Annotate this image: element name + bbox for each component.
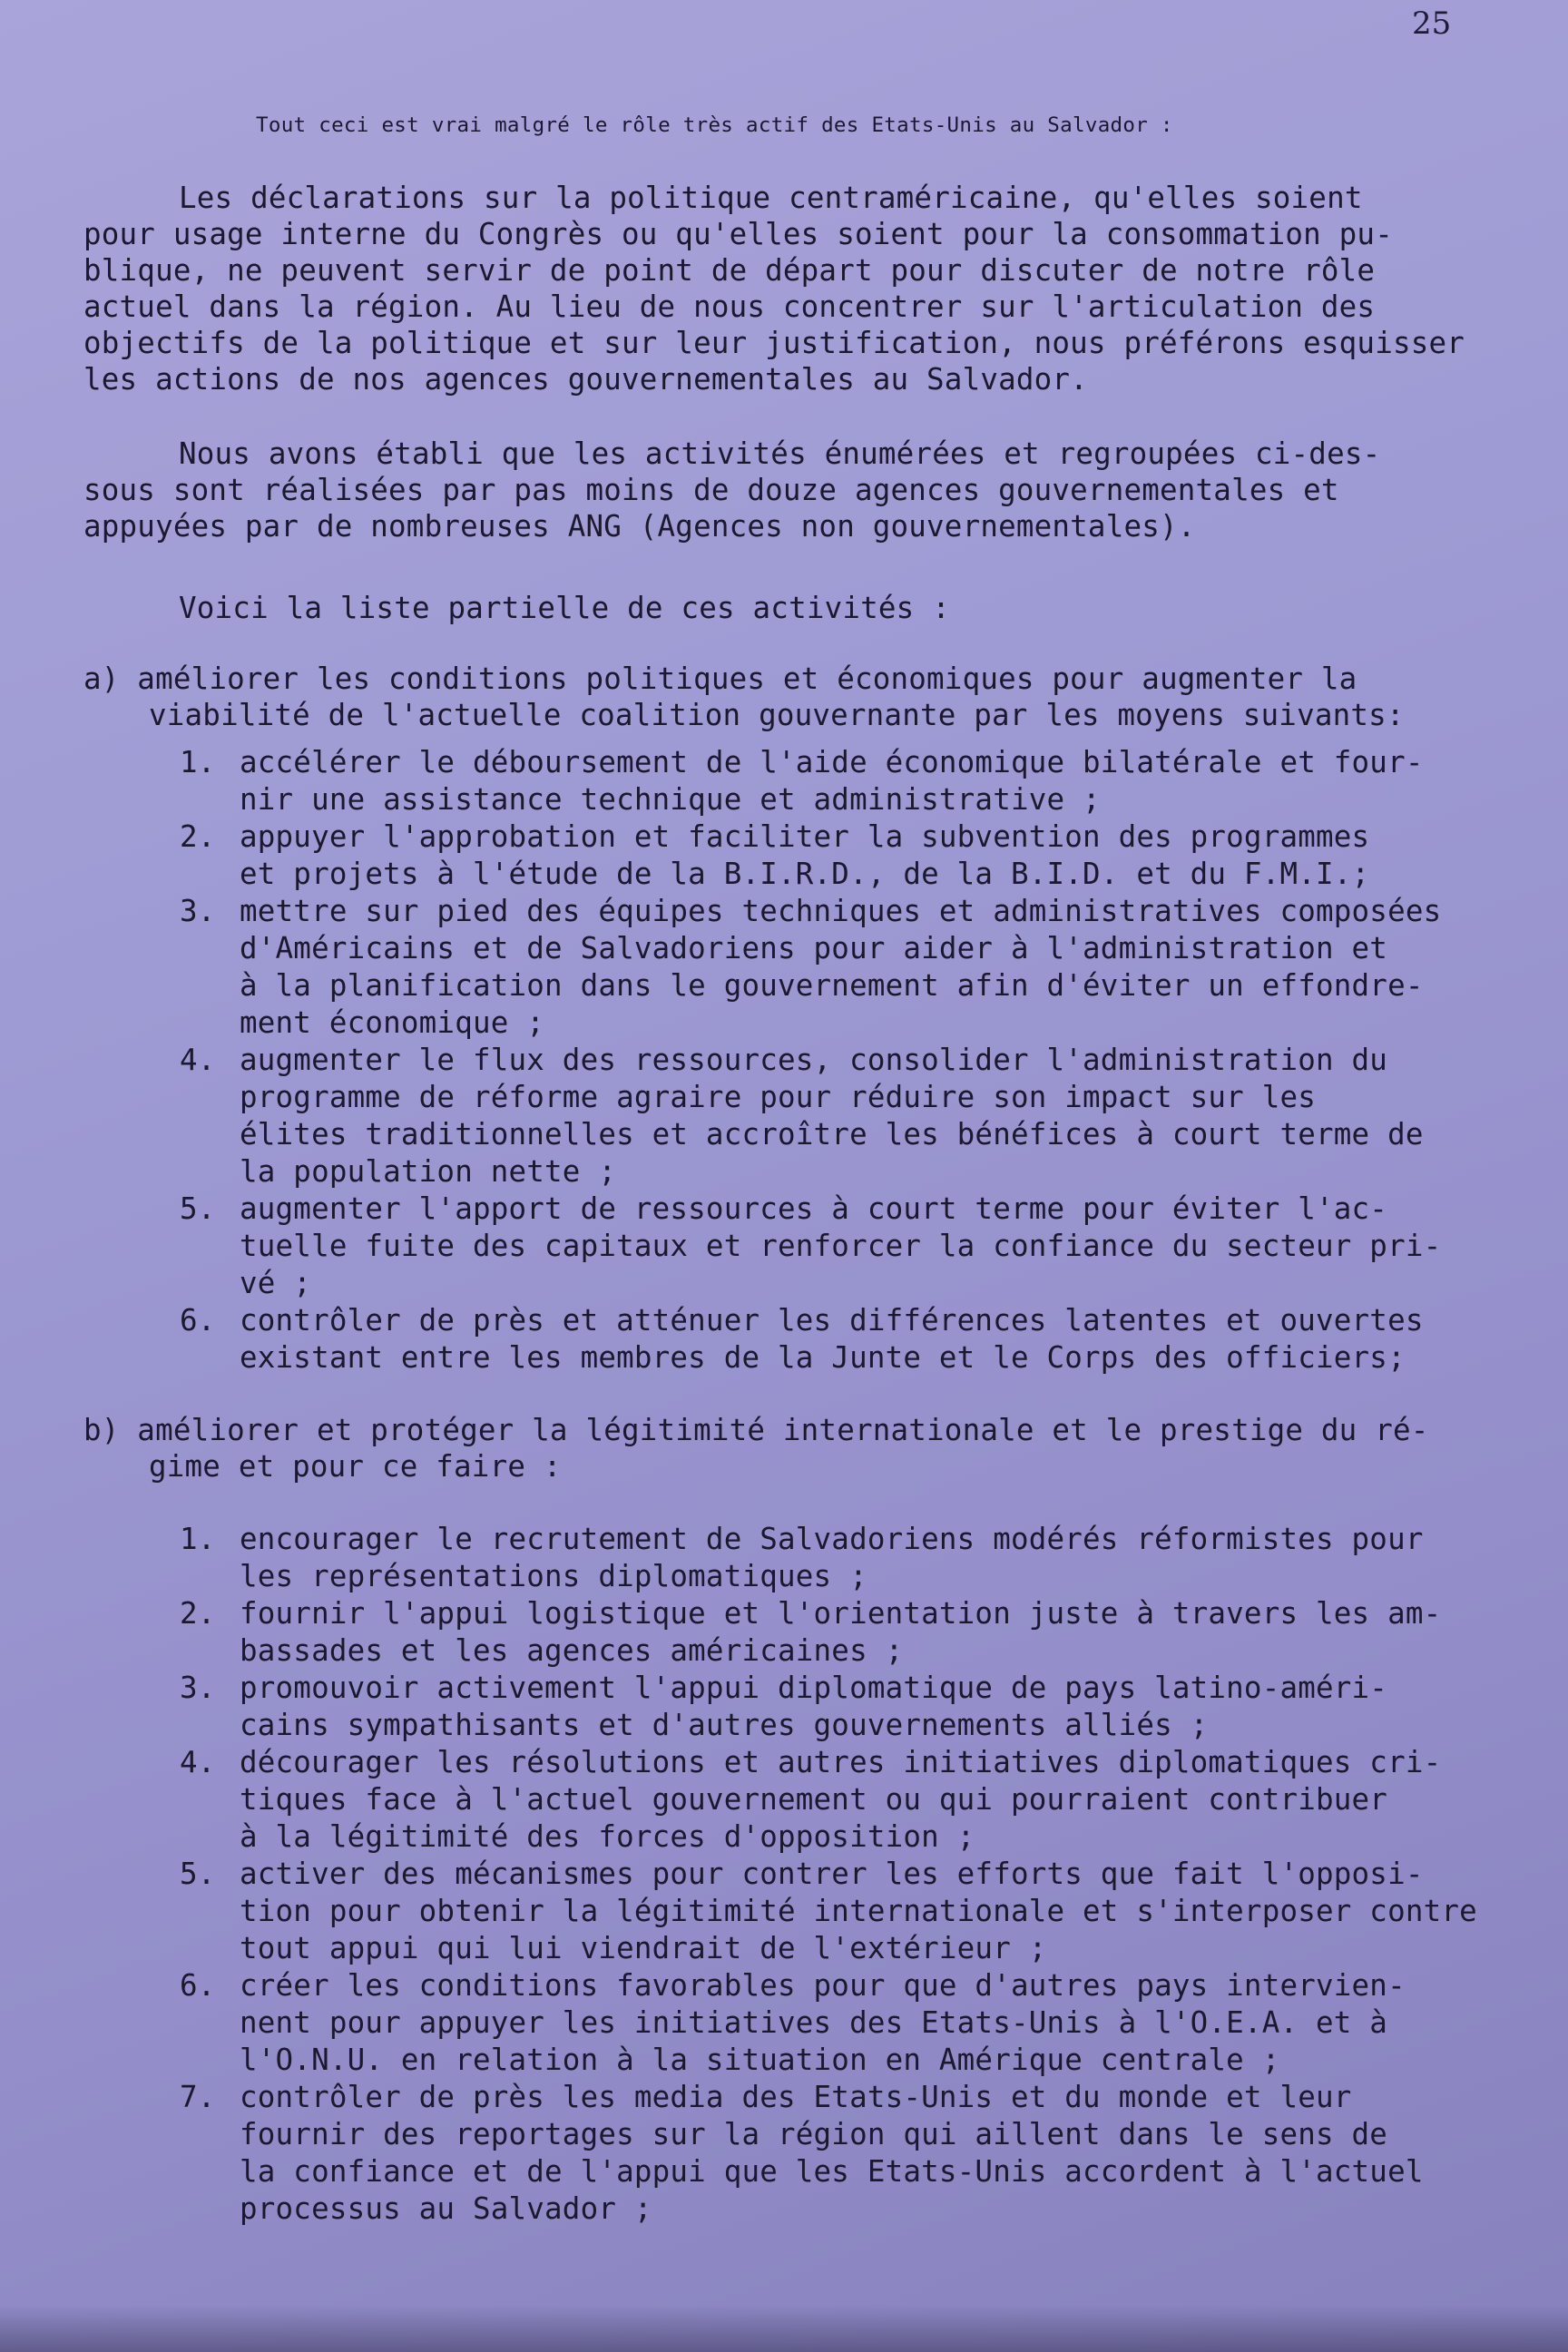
page-bottom-shadow [0,2305,1568,2352]
text-line: bassades et les agences américaines ; [240,1633,904,1668]
text-line: Voici la liste partielle de ces activités : [179,591,950,625]
list-item [83,1670,1544,1744]
text-line: décourager les résolutions et autres initiatives diplomatiques cri- [240,1745,1442,1779]
text-line: et projets à l'étude de la B.I.R.D., de la B.I.D. et du F.M.I.; [240,857,1370,891]
list-item [83,2079,1544,2228]
item-number: 3. [180,894,216,928]
list-item [83,1042,1544,1191]
text-line: Les déclarations sur la politique centraméricaine, qu'elles soient [179,181,1363,215]
page-number: 25 [1412,5,1452,42]
item-number: 2. [180,819,216,854]
text-line: appuyer l'approbation et faciliter la subvention des programmes [240,819,1370,854]
text-line: Nous avons établi que les activités énumérées et regroupées ci-des- [179,436,1381,471]
text-line: nir une assistance technique et administrative ; [240,782,1101,817]
text-line: objectifs de la politique et sur leur justification, nous préférons esquisser [83,326,1465,360]
text-line: activer des mécanismes pour contrer les efforts que fait l'opposi- [240,1857,1424,1891]
page-heading: Tout ceci est vrai malgré le rôle très actif des Etats-Unis au Salvador : [256,113,1173,137]
text-line: la population nette ; [240,1154,617,1189]
list-item [83,744,1544,818]
text-line: tout appui qui lui viendrait de l'extérieur ; [240,1931,1047,1965]
item-number: 4. [180,1745,216,1779]
list-item [83,893,1544,1042]
text-line: encourager le recrutement de Salvadoriens modérés réformistes pour [240,1522,1424,1556]
text-line: pour usage interne du Congrès ou qu'elles soient pour la consommation pu- [83,217,1393,251]
text-line: programme de réforme agraire pour réduire son impact sur les [240,1080,1316,1114]
text-line: gime et pour ce faire : [149,1449,562,1484]
text-line: actuel dans la région. Au lieu de nous concentrer sur l'articulation des [83,289,1376,324]
text-line: ment économique ; [240,1005,545,1040]
text-line: à la planification dans le gouvernement afin d'éviter un effondre- [240,968,1424,1003]
text-line: tion pour obtenir la légitimité internationale et s'interposer contre [240,1894,1477,1928]
text-line: promouvoir activement l'appui diplomatique de pays latino-améri- [240,1671,1388,1705]
item-number: 7. [180,2080,216,2114]
item-number: 5. [180,1857,216,1891]
item-number: 2. [180,1596,216,1631]
text-line: augmenter l'apport de ressources à court terme pour éviter l'ac- [240,1191,1388,1226]
text-line: processus au Salvador ; [240,2191,652,2226]
list-item [83,1302,1544,1377]
list-item [83,1595,1544,1670]
text-line: les représentations diplomatiques ; [240,1559,867,1593]
text-line: blique, ne peuvent servir de point de départ pour discuter de notre rôle [83,253,1376,288]
text-line: mettre sur pied des équipes techniques et administratives composées [240,894,1442,928]
text-line: élites traditionnelles et accroître les bénéfices à court terme de [240,1117,1424,1152]
text-line: fournir l'appui logistique et l'orientation juste à travers les am- [240,1596,1442,1631]
item-number: 5. [180,1191,216,1226]
item-number: 4. [180,1043,216,1077]
text-line: contrôler de près et atténuer les différences latentes et ouvertes [240,1303,1424,1338]
text-line: fournir des reportages sur la région qui aillent dans le sens de [240,2117,1388,2151]
text-line: vé ; [240,1266,312,1300]
list-item [83,818,1544,893]
section-a-heading [83,661,1544,733]
text-line: d'Américains et de Salvadoriens pour aider à l'administration et [240,931,1388,965]
text-line: augmenter le flux des ressources, consolider l'administration du [240,1043,1388,1077]
list-item [83,1744,1544,1856]
text-line: tuelle fuite des capitaux et renforcer la confiance du secteur pri- [240,1229,1442,1263]
list-item [83,1191,1544,1302]
item-number: 3. [180,1671,216,1705]
text-line: nent pour appuyer les initiatives des Etats-Unis à l'O.E.A. et à [240,2005,1388,2040]
item-number: 6. [180,1968,216,2003]
text-line: accélérer le déboursement de l'aide économique bilatérale et four- [240,745,1424,779]
text-line: la confiance et de l'appui que les Etats-Unis accordent à l'actuel [240,2154,1424,2189]
text-line: sous sont réalisées par pas moins de douze agences gouvernementales et [83,473,1339,507]
list-item [83,1967,1544,2079]
item-number: 6. [180,1303,216,1338]
item-number: 1. [180,1522,216,1556]
text-line: à la légitimité des forces d'opposition ; [240,1819,975,1854]
paragraph-liste-intro [83,590,1544,626]
text-line: viabilité de l'actuelle coalition gouvernante par les moyens suivants: [149,698,1405,732]
list-item [83,1856,1544,1967]
list-item [83,1521,1544,1595]
section-b-heading [83,1412,1544,1485]
text-line: tiques face à l'actuel gouvernement ou qui pourraient contribuer [240,1782,1388,1817]
text-line: cains sympathisants et d'autres gouvernements alliés ; [240,1708,1209,1742]
text-line: les actions de nos agences gouvernementales au Salvador. [83,362,1088,397]
text-line: appuyées par de nombreuses ANG (Agences non gouvernementales). [83,509,1196,544]
section-a-list [83,744,1544,1377]
text-line: a) améliorer les conditions politiques et économiques pour augmenter la [83,662,1357,696]
text-line: contrôler de près les media des Etats-Unis et du monde et leur [240,2080,1352,2114]
text-line: l'O.N.U. en relation à la situation en Amérique centrale ; [240,2043,1280,2077]
text-line: existant entre les membres de la Junte et le Corps des officiers; [240,1340,1406,1375]
paragraph-activites [83,436,1544,544]
text-line: b) améliorer et protéger la légitimité internationale et le prestige du ré- [83,1413,1429,1447]
paragraph-declarations [83,180,1544,397]
section-b-list [83,1521,1544,2228]
item-number: 1. [180,745,216,779]
text-line: créer les conditions favorables pour que d'autres pays intervien- [240,1968,1406,2003]
